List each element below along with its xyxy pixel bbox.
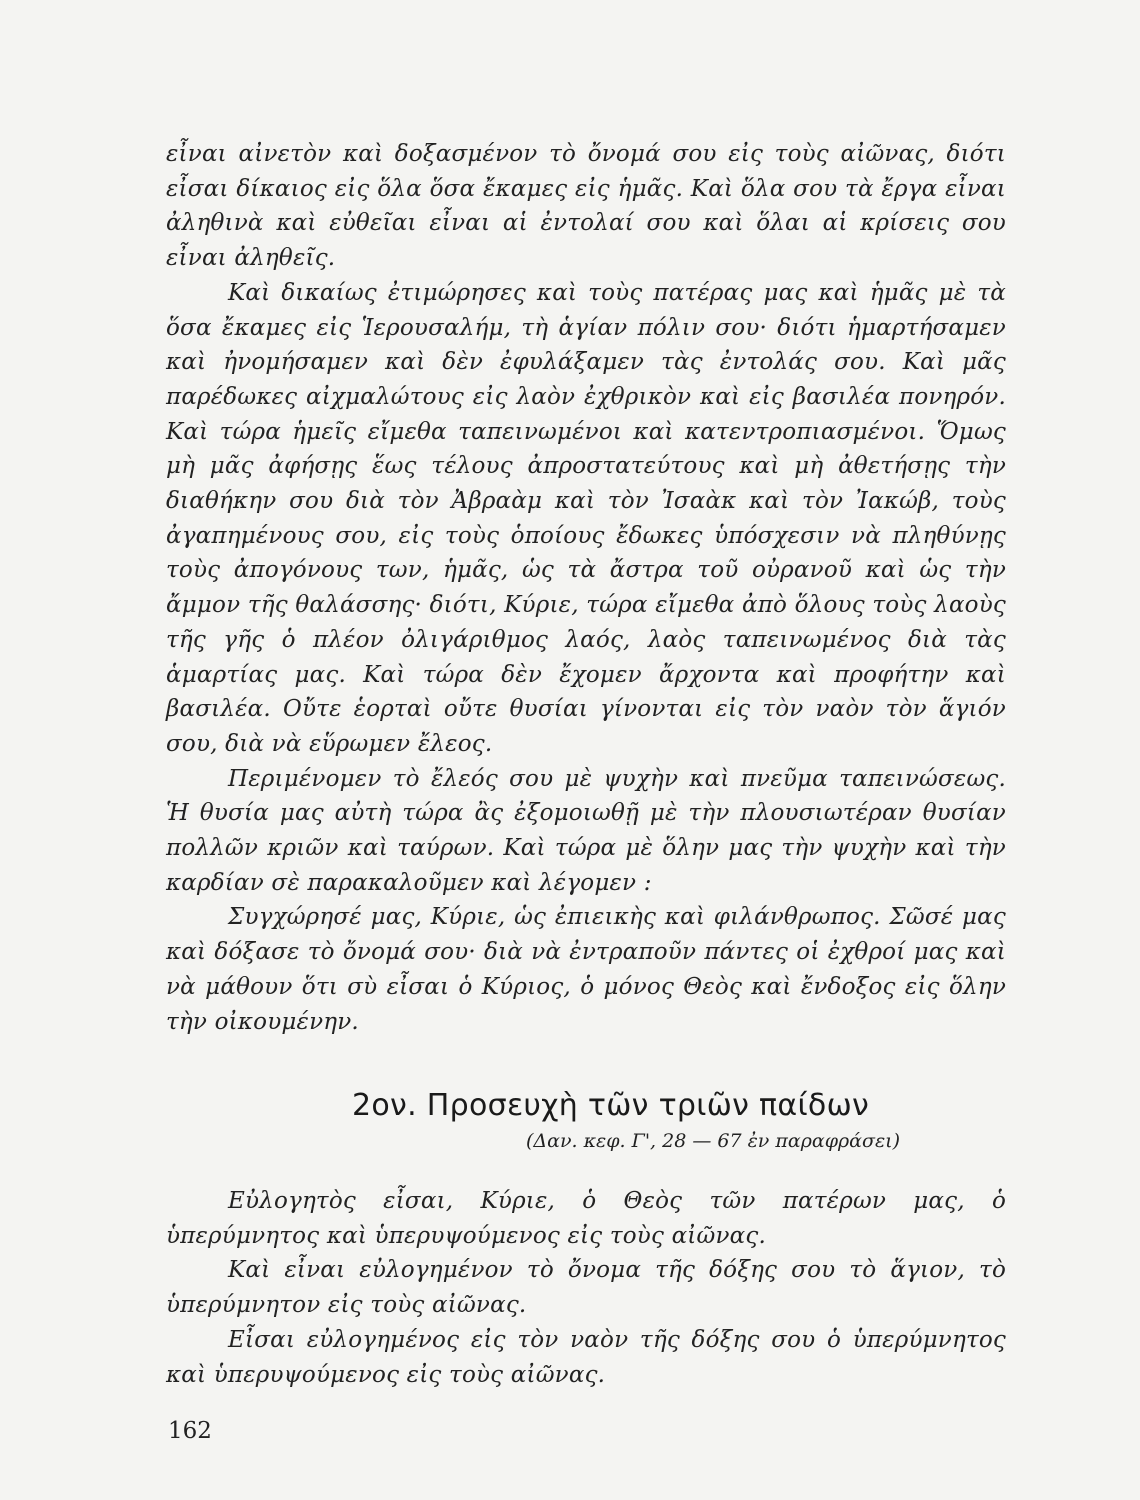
section-reference: (Δαν. κεφ. Γ', 28 — 67 ἐν παραφράσει) [526,1130,901,1152]
paragraph: Συγχώρησέ μας, Κύριε, ὡς ἐπιεικὴς καὶ φιλάνθρωπος. Σῶσέ μας καὶ δόξασε τὸ ὄνομά σου· διὰ νὰ ἐντραποῦν πάντες οἱ ἐχθροί μας καὶ νὰ μάθουν ὅτι σὺ εἶσαι ὁ Κύριος, ὁ μόνος Θεὸς καὶ ἔνδοξος εἰς ὅλην τὴν οἰκουμένην. [166,904,1006,1035]
paragraph: εἶναι αἰνετὸν καὶ δοξασμένον τὸ ὄνομά σου εἰς τοὺς αἰῶνας, διότι εἶσαι δίκαιος εἰς ὅλα ὅσα ἔκαμες εἰς ἡμᾶς. Καὶ ὅλα σου τὰ ἔργα εἶναι ἀληθινὰ καὶ εὐθεῖαι εἶναι αἱ ἐντολαί σου καὶ ὅλαι αἱ κρίσεις σου εἶναι ἀληθεῖς. [166,141,1006,272]
paragraph: Εὐλογητὸς εἶσαι, Κύριε, ὁ Θεὸς τῶν πατέρων μας, ὁ ὑπερύμνητος καὶ ὑπερυψούμενος εἰς τοὺς αἰῶνας. [166,1188,1006,1249]
paragraph: Καὶ δικαίως ἐτιμώρησες καὶ τοὺς πατέρας μας καὶ ἡμᾶς μὲ τὰ ὅσα ἔκαμες εἰς Ἱερουσαλήμ, τὴ ἁγίαν πόλιν σου· διότι ἡμαρτήσαμεν καὶ ἠνομήσαμεν καὶ δὲν ἐφυλάξαμεν τὰς ἐντολάς σου. Καὶ μᾶς παρέδωκες αἰχμαλώτους εἰς λαὸν ἐχθρικὸν καὶ εἰς βασιλέα πονηρόν. Καὶ τώρα ἡμεῖς εἴμεθα ταπεινωμένοι καὶ κατεντροπιασμένοι. Ὅμως μὴ μᾶς ἀφήσῃς ἕως τέλους ἀπροστατεύτους καὶ μὴ ἀθετήσῃς τὴν διαθήκην σου διὰ τὸν Ἀβραὰμ καὶ τὸν Ἰσαὰκ καὶ τὸν Ἰακώβ, τοὺς ἀγαπημένους σου, εἰς τοὺς ὁποίους ἔδωκες ὑπόσχεσιν νὰ πληθύνῃς τοὺς ἀπογόνους των, ἡμᾶς, ὡς τὰ ἄστρα τοῦ οὐρανοῦ καὶ ὡς τὴν ἄμμον τῆς θαλάσσης· διότι, Κύριε, τώρα εἴμεθα ἀπὸ ὅλους τοὺς λαοὺς τῆς γῆς ὁ πλέον ὀλιγάριθμος λαός, λαὸς ταπεινωμένος διὰ τὰς ἁμαρτίας μας. Καὶ τώρα δὲν ἔχομεν ἄρχοντα καὶ προφήτην καὶ βασιλέα. Οὔτε ἑορταὶ οὔτε θυσίαι γίνονται εἰς τὸν ναὸν τὸν ἅγιόν σου, διὰ νὰ εὕρωμεν ἔλεος. [166,279,1006,757]
section-title: 2ον. Προσευχὴ τῶν τριῶν παίδων [352,1088,870,1123]
upper-text-block [166,137,1006,1039]
paragraph: Περιμένομεν τὸ ἔλεός σου μὲ ψυχὴν καὶ πνεῦμα ταπεινώσεως. Ἡ θυσία μας αὐτὴ τώρα ἂς ἐξομοιωθῇ μὲ τὴν πλουσιωτέραν θυσίαν πολλῶν κριῶν καὶ ταύρων. Καὶ τώρα μὲ ὅλην μας τὴν ψυχὴν καὶ τὴν καρδίαν σὲ παρακαλοῦμεν καὶ λέγομεν : [166,765,1006,896]
paragraph: Καὶ εἶναι εὐλογημένον τὸ ὄνομα τῆς δόξης σου τὸ ἅγιον, τὸ ὑπερύμνητον εἰς τοὺς αἰῶνας. [166,1257,1006,1319]
page-number: 162 [168,1418,212,1444]
paragraph: Εἶσαι εὐλογημένος εἰς τὸν ναὸν τῆς δόξης σου ὁ ὑπερύμνητος καὶ ὑπερυψούμενος εἰς τοὺς αἰῶνας. [166,1326,1006,1388]
lower-text-block [166,1184,1006,1392]
